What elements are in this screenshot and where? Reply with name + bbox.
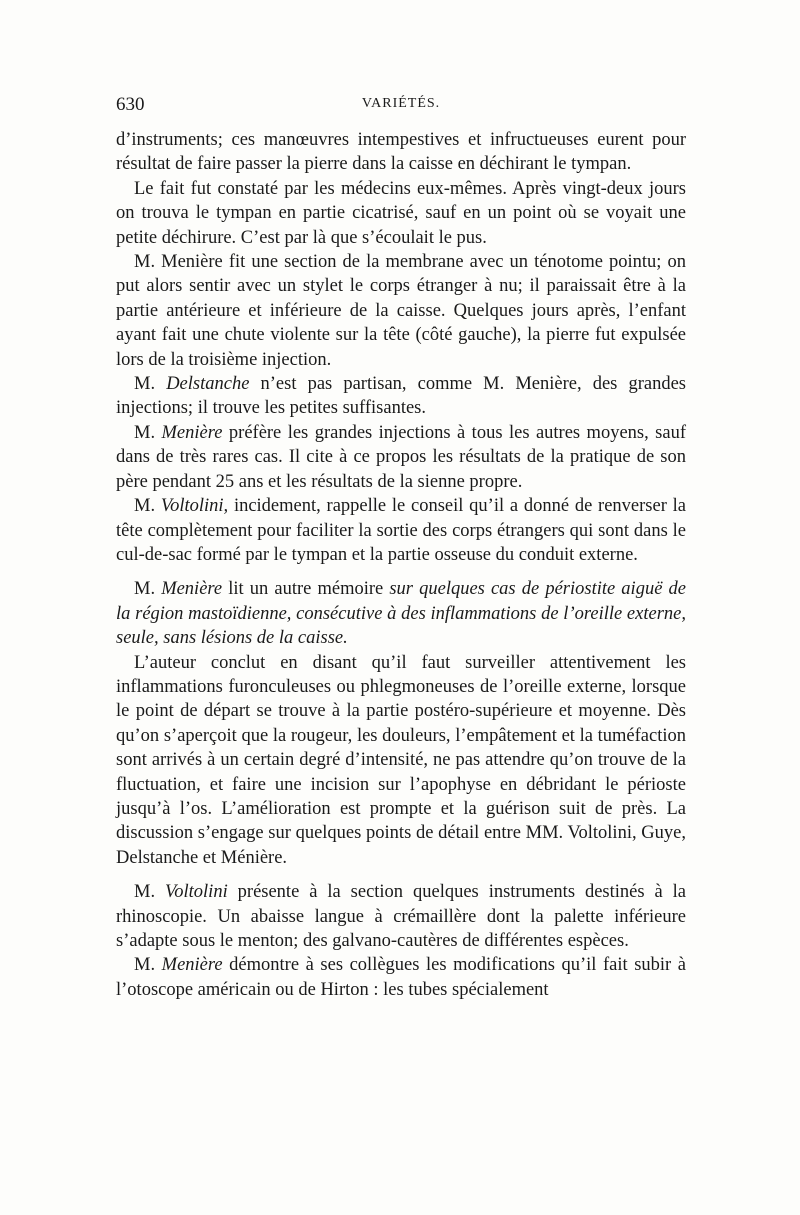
paragraph-text: M. Menière fit une section de la membrane avec un ténotome pointu; on put alors sentir avec un stylet le corps étranger à nu; il paraissait être à la partie antérieure et inférieure de la caisse. Quelques jours après, l’enfant ayant fait une chute violente sur la tête (côté gauche), la pierre fut expulsée lors de la troisième injection. bbox=[116, 252, 686, 370]
speaker-prefix: M. bbox=[134, 955, 162, 976]
speaker-name: Menière bbox=[161, 422, 223, 443]
paragraph-3 bbox=[116, 250, 686, 372]
paragraph-text: d’instruments; ces manœuvres intempestives et infructueuses eurent pour résultat de faire passer la pierre dans la caisse en déchirant le tympan. bbox=[116, 130, 686, 175]
page-header bbox=[116, 94, 686, 120]
paragraph-10 bbox=[116, 953, 686, 1002]
paragraph-text: L’auteur conclut en disant qu’il faut surveiller attentivement les inflammations furonculeuses ou phlegmoneuses de l’oreille externe, lorsque le point de départ se trouve à la partie postéro-supérieure et moyenne. Dès qu’on s’aperçoit que la rougeur, les douleurs, l’empâtement et la tuméfaction sont arrivés à un certain degré d’intensité, ne pas attendre qu’on trouve de la fluctuation, et faire une incision sur l’apophyse en débridant le périoste jusqu’à l’os. L’amélioration est prompte et la guérison suit de près. La discussion s’engage sur quelques points de détail entre MM. Voltolini, Guye, Delstanche et Ménière. bbox=[116, 652, 686, 868]
speaker-name: Menière bbox=[161, 955, 223, 976]
speaker-name: Voltolini bbox=[165, 882, 228, 903]
paragraph-text: incidement, rappelle le conseil qu’il a donné de renverser la tête complètement pour faciliter la sortie des corps étrangers qui sont dans le cul-de-sac formé par le tympan et la partie osseuse du conduit externe. bbox=[116, 496, 686, 565]
paragraph-text: n’est pas partisan, comme M. Menière, des grandes injections; il trouve les petites suffisantes. bbox=[116, 374, 687, 419]
speaker-prefix: M. bbox=[134, 579, 162, 600]
paragraph-text: lit un autre mémoire bbox=[222, 579, 390, 600]
speaker-name: Delstanche bbox=[166, 374, 250, 395]
paragraph-text: Le fait fut constaté par les médecins eux-mêmes. Après vingt-deux jours on trouva le tympan en partie cicatrisé, sauf en un point où se voyait une petite déchirure. C’est par là que s’écoulait le pus. bbox=[116, 178, 686, 248]
running-title: VARIÉTÉS. bbox=[361, 96, 441, 111]
speaker-prefix: M. bbox=[134, 882, 166, 903]
speaker-prefix: M. bbox=[134, 422, 162, 443]
paragraph-5 bbox=[116, 421, 686, 494]
body-text bbox=[116, 128, 686, 1002]
speaker-name: Voltolini, bbox=[160, 496, 229, 517]
speaker-prefix: M. bbox=[134, 374, 167, 395]
page-number: 630 bbox=[116, 94, 145, 115]
paragraph-8 bbox=[116, 651, 686, 871]
paragraph-9 bbox=[116, 880, 686, 953]
paragraph-1 bbox=[116, 128, 686, 177]
paragraph-text: préfère les grandes injections à tous les autres moyens, sauf dans de très rares cas. Il cite à ce propos les résultats de la pratique de son père pendant 25 ans et les résultats de la sienne propre. bbox=[116, 422, 686, 492]
memoir-title: sur quelques cas de périostite aiguë de la région mastoïdienne, consécutive à des inflammations de l’oreille externe, seule, sans lésions de la caisse. bbox=[116, 579, 686, 649]
paragraph-text: démontre à ses collègues les modifications qu’il fait subir à l’otoscope américain ou de Hirton : les tubes spécialement bbox=[116, 955, 686, 1000]
speaker-name: Menière bbox=[161, 579, 223, 600]
paragraph-7 bbox=[116, 577, 686, 650]
paragraph-4 bbox=[116, 372, 686, 421]
paragraph-6 bbox=[116, 494, 686, 567]
speaker-prefix: M. bbox=[134, 496, 161, 517]
paragraph-text: présente à la section quelques instruments destinés à la rhinoscopie. Un abaisse langue à crémaillère dont la palette inférieure s’adapte sous le menton; des galvano-cautères de différentes espèces. bbox=[116, 882, 686, 951]
paragraph-2 bbox=[116, 177, 686, 250]
